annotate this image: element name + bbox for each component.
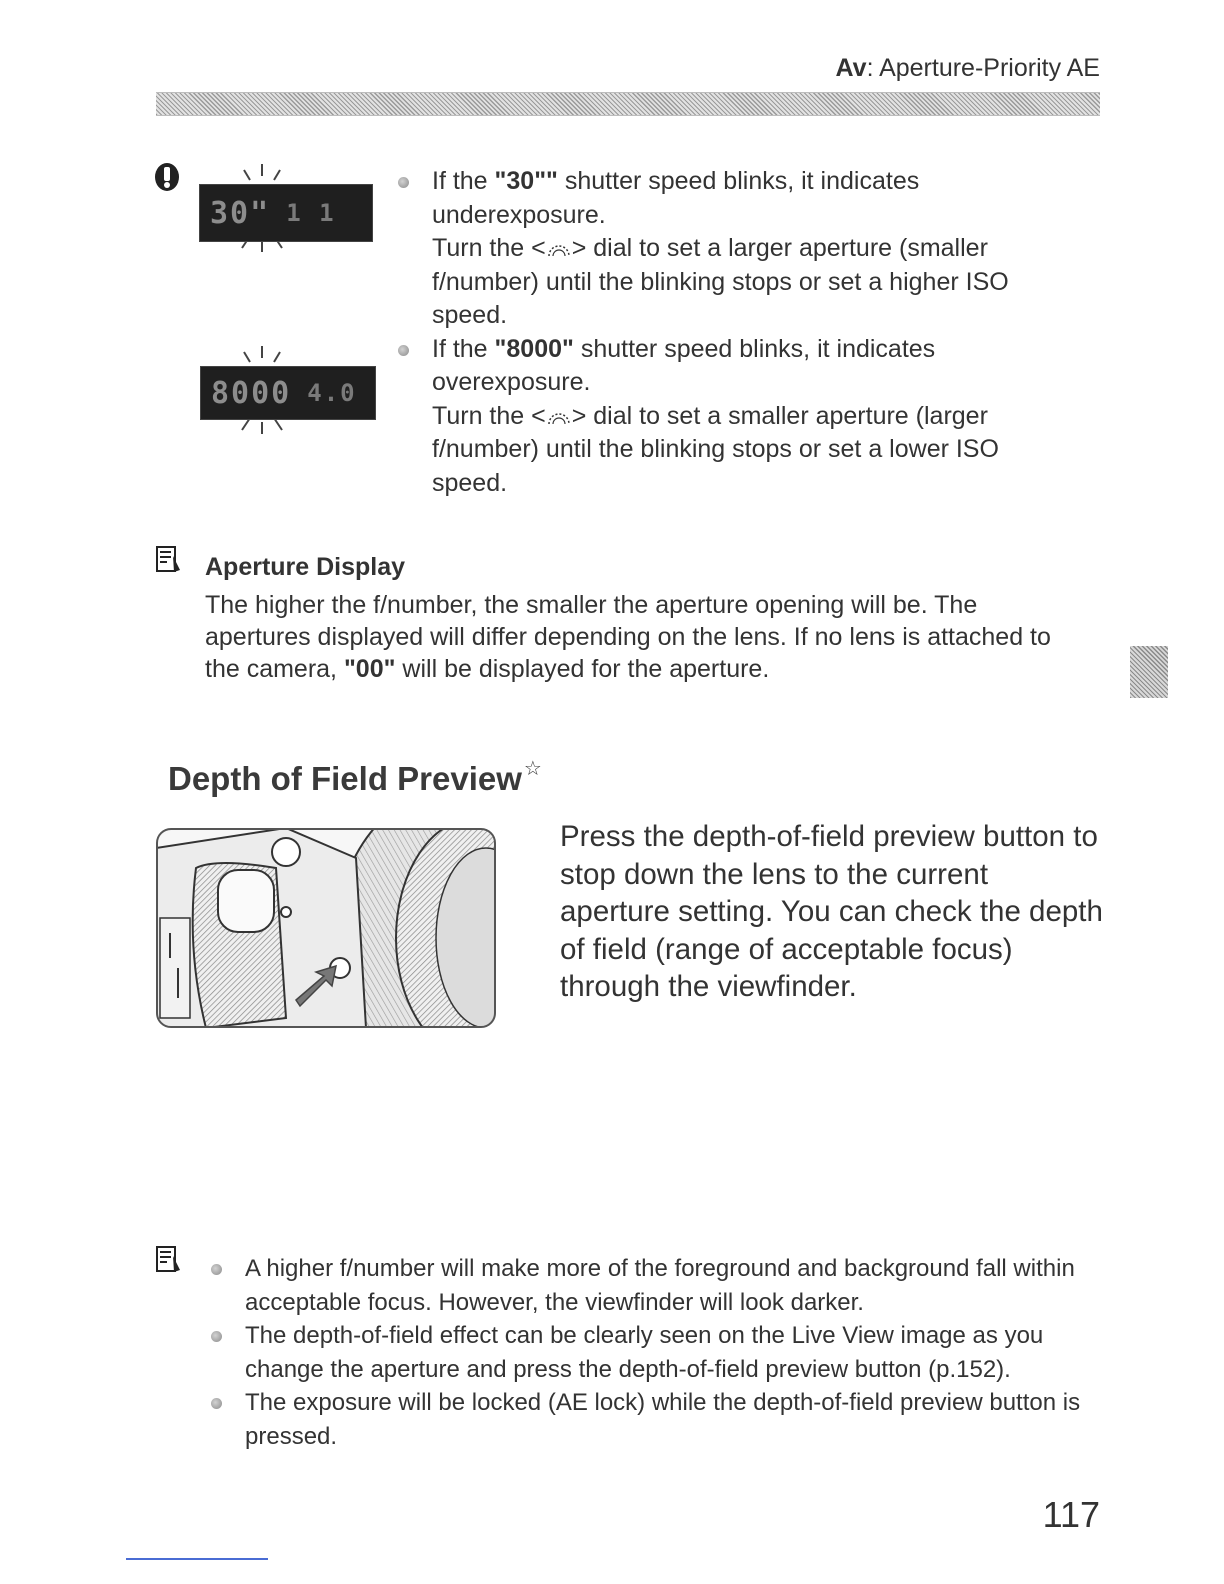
memo-icon <box>156 1246 182 1274</box>
page-header <box>836 54 1100 83</box>
notes-list <box>205 1252 1085 1453</box>
footer-line <box>126 1558 268 1560</box>
mode-symbol: Av <box>835 54 867 82</box>
caution-item-overexposure: If the "8000" shutter speed blinks, it indicates overexposure. <box>392 333 1072 400</box>
caution-instruction-1: Turn the < > dial to set a larger aperture (smaller f/number) until the blinking stops or set a higher ISO speed. <box>432 234 1009 329</box>
star-icon: ☆ <box>523 758 542 780</box>
main-dial-icon <box>546 238 572 258</box>
caution-text <box>392 165 1072 500</box>
caution-instruction-2: Turn the < > dial to set a smaller aperture (larger f/number) until the blinking stops or set a lower ISO speed. <box>432 401 999 497</box>
chapter-side-tab <box>1130 646 1168 698</box>
note-item: The exposure will be locked (AE lock) while the depth-of-field preview button is pressed. <box>205 1386 1085 1453</box>
note-item: A higher f/number will make more of the foreground and background fall within acceptable focus. However, the viewfinder will look darker. <box>205 1252 1085 1319</box>
aperture-display-title: Aperture Display <box>205 553 406 581</box>
section-title: Depth of Field Preview ☆ <box>168 758 542 797</box>
lcd-digits: 30" <box>210 195 271 231</box>
lcd-display-30 <box>199 184 373 242</box>
shutter-value-8000: "8000" <box>494 334 574 363</box>
page-number: 117 <box>1042 1494 1100 1535</box>
caution-item-underexposure: If the "30"" shutter speed blinks, it indicates underexposure. <box>392 165 1072 232</box>
aperture-display-text: The higher the f/number, the smaller the aperture opening will be. The apertures displayed will differ depending on the lens. If no lens is attached to the camera, "00" will be displayed for the aperture. <box>205 591 1051 683</box>
note-item: The depth-of-field effect can be clearly seen on the Live View image as you change the aperture and press the depth-of-field preview button (p.152). <box>205 1319 1085 1386</box>
lcd-extra: 1 1 <box>286 199 336 227</box>
header-bar <box>156 92 1100 116</box>
shutter-value-30: "30"" <box>494 167 558 195</box>
dof-description: Press the depth-of-field preview button to stop down the lens to the current aperture setting. You can check the depth of field (range of acceptable focus) through the viewfinder. <box>560 820 1103 1003</box>
aperture-value-00: "00" <box>343 655 396 683</box>
main-dial-icon <box>546 406 572 426</box>
mode-title: : Aperture-Priority AE <box>866 54 1100 82</box>
memo-icon <box>156 546 182 574</box>
lcd-display-8000 <box>200 366 376 420</box>
lcd-digits: 8000 <box>211 375 292 411</box>
camera-illustration <box>156 828 496 1028</box>
lcd-extra: 4.0 <box>307 379 357 407</box>
caution-icon <box>154 162 180 192</box>
